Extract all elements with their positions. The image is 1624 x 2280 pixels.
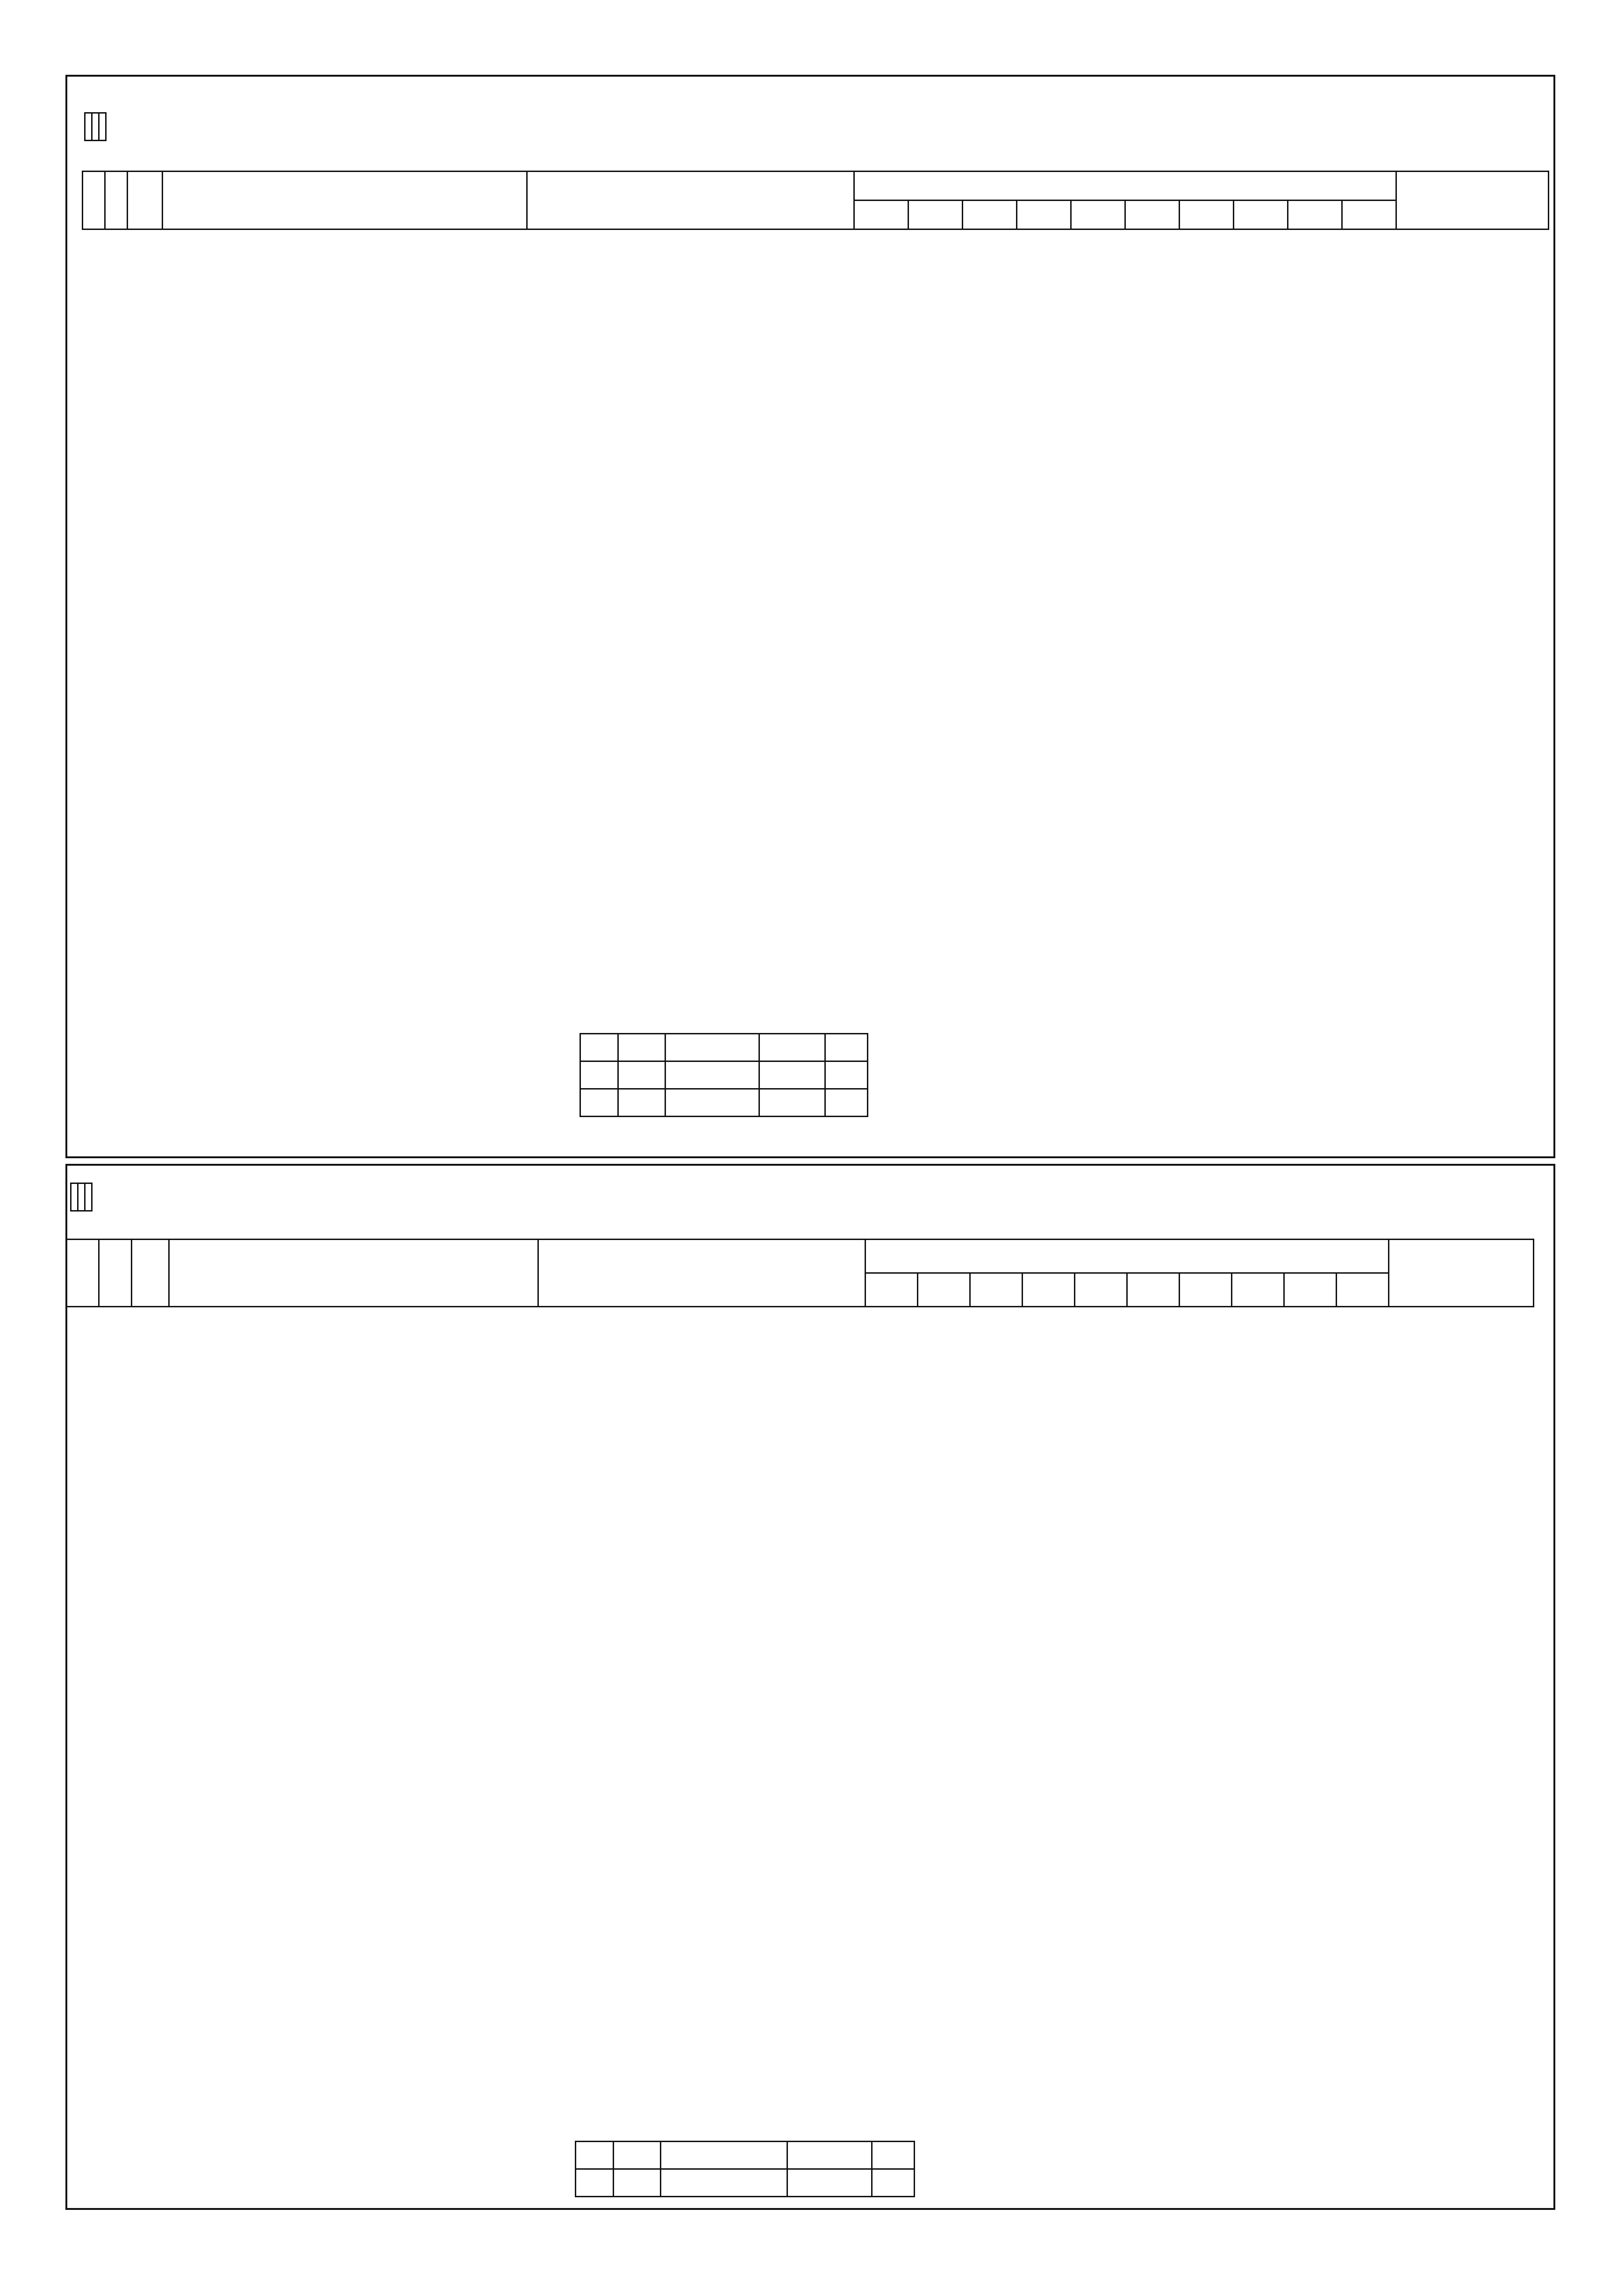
tb-sign-label: [759, 1089, 825, 1117]
stamp-sign-label: [92, 113, 99, 141]
sheet-frame: [65, 75, 1555, 1158]
stamp-sign-label: [78, 1183, 85, 1211]
sheet-6: [0, 1164, 1624, 2280]
tb-date-label: [825, 1089, 868, 1117]
title-block-labels: [575, 2141, 915, 2197]
header-zone: [105, 172, 128, 229]
spec-table-sheet5: [82, 171, 1549, 230]
variant-col: [854, 201, 909, 229]
header-designation: [169, 1240, 538, 1307]
archive-stamp: [70, 1183, 93, 1212]
tb-doc-label: [661, 2169, 787, 2197]
variant-col: [970, 1273, 1023, 1307]
variant-col: [1127, 1273, 1180, 1307]
variant-col: [1337, 1273, 1389, 1307]
header-name: [527, 172, 854, 229]
variant-col: [1342, 201, 1396, 229]
variant-col: [1234, 201, 1288, 229]
header-designation: [163, 172, 527, 229]
stamp-replace-label: [99, 113, 106, 141]
variant-col: [963, 201, 1017, 229]
variant-col: [866, 1273, 918, 1307]
variant-col: [918, 1273, 970, 1307]
tb-list-label: [618, 1089, 665, 1117]
stamp-replace-label: [85, 1183, 92, 1211]
title-block-labels: [579, 1033, 868, 1117]
variant-col: [1023, 1273, 1075, 1307]
variant-col: [1232, 1273, 1284, 1307]
header-qty: [854, 172, 1396, 201]
variant-col: [1075, 1273, 1127, 1307]
stamp-inv-label: [71, 1183, 78, 1211]
variant-col: [1288, 201, 1342, 229]
tb-date-label: [872, 2169, 915, 2197]
archive-stamp: [84, 112, 107, 141]
tb-izm-label: [580, 1089, 618, 1117]
header-zone: [99, 1240, 132, 1307]
sheet-frame: [65, 1164, 1555, 2210]
tb-doc-label: [665, 1089, 759, 1117]
header-note: [1396, 172, 1549, 229]
tb-list-label: [614, 2169, 661, 2197]
header-note: [1389, 1240, 1534, 1307]
header-qty: [866, 1240, 1389, 1273]
variant-col: [1180, 201, 1234, 229]
stamp-inv-label: [85, 113, 92, 141]
tb-izm-label: [576, 2169, 614, 2197]
variant-col: [909, 201, 963, 229]
header-format: [66, 1240, 99, 1307]
header-pos: [128, 172, 163, 229]
header-name: [538, 1240, 866, 1307]
variant-col: [1017, 201, 1071, 229]
variant-col: [1180, 1273, 1232, 1307]
spec-table-sheet6: [65, 1239, 1534, 1307]
header-pos: [132, 1240, 169, 1307]
tb-sign-label: [787, 2169, 872, 2197]
variant-col: [1125, 201, 1180, 229]
variant-col: [1071, 201, 1125, 229]
header-format: [83, 172, 105, 229]
variant-col: [1284, 1273, 1337, 1307]
